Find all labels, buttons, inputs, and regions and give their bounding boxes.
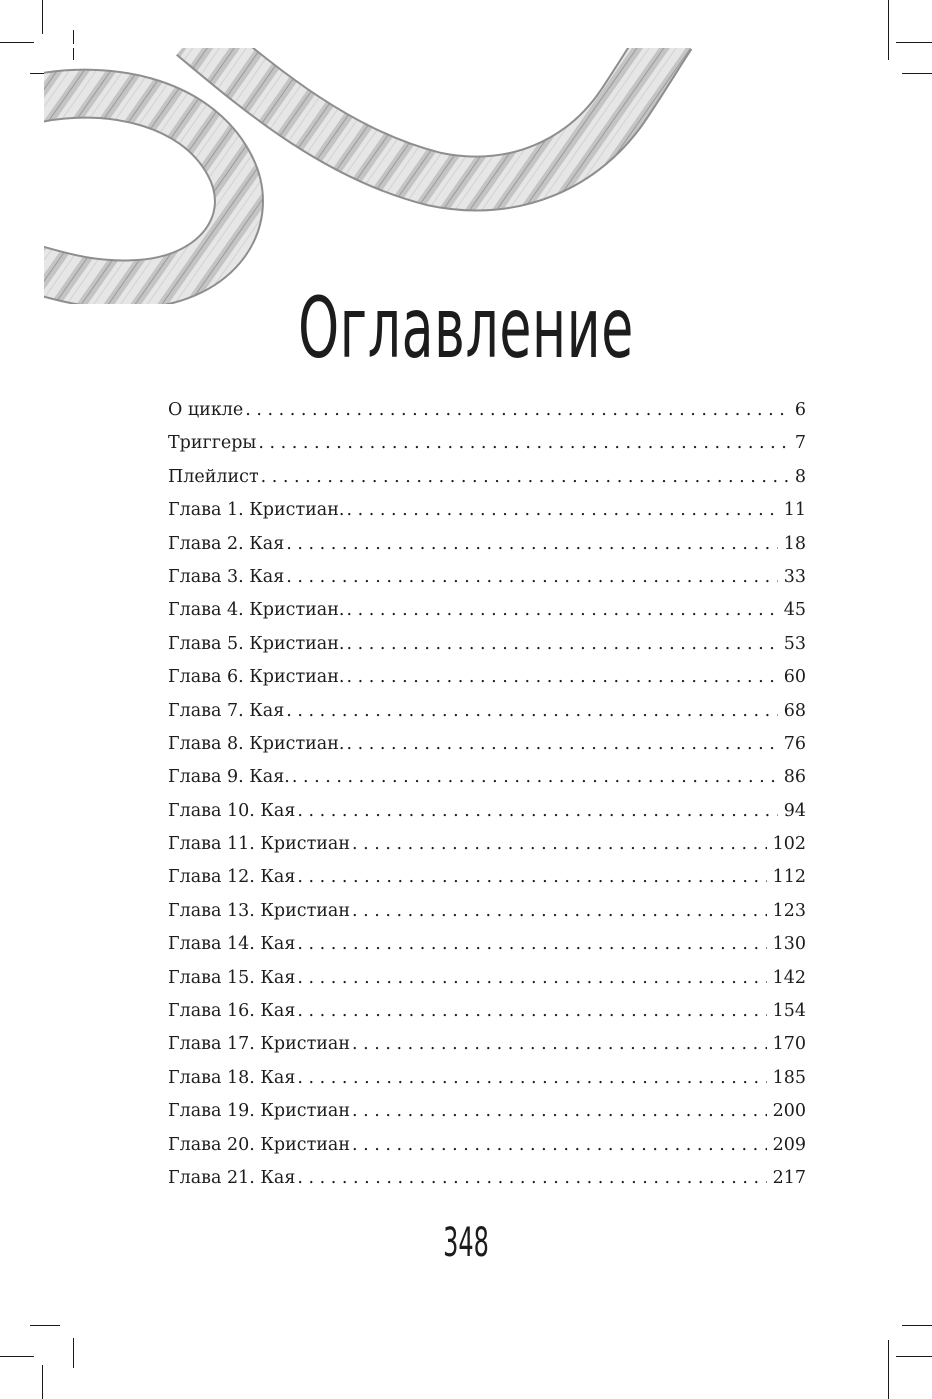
toc-page: 200 xyxy=(772,1101,806,1122)
toc-entry xyxy=(168,1062,806,1095)
toc-entry xyxy=(168,1129,806,1162)
toc-leader xyxy=(297,861,766,894)
toc-page: 123 xyxy=(772,900,806,921)
toc-label: Глава 5. Кристиан. xyxy=(168,633,345,654)
toc-label: Глава 10. Кая xyxy=(168,800,296,821)
toc-page: 76 xyxy=(783,733,806,754)
toc-page: 102 xyxy=(772,834,806,855)
toc-leader xyxy=(346,728,777,761)
toc-page: 112 xyxy=(772,867,806,888)
crop-mark xyxy=(73,1338,74,1368)
crop-mark xyxy=(42,0,43,34)
toc-entry xyxy=(168,1095,806,1128)
toc-leader xyxy=(346,594,777,627)
toc-page: 154 xyxy=(772,1001,806,1022)
toc-label: Глава 3. Кая xyxy=(168,566,285,587)
toc-label: Глава 1. Кристиан. xyxy=(168,500,345,521)
toc-label: Глава 15. Кая xyxy=(168,967,296,988)
toc-page: 130 xyxy=(772,934,806,955)
toc-label: Глава 21. Кая xyxy=(168,1167,296,1188)
toc-leader xyxy=(352,1095,767,1128)
crop-mark xyxy=(902,1325,932,1326)
toc-page: 45 xyxy=(783,600,806,621)
toc-leader xyxy=(286,528,777,561)
toc-entry xyxy=(168,528,806,561)
toc-leader xyxy=(286,561,777,594)
toc-page: 217 xyxy=(772,1167,806,1188)
crop-mark xyxy=(902,73,932,74)
crop-mark xyxy=(888,1340,889,1399)
toc-entry xyxy=(168,1028,806,1061)
toc-label: Глава 14. Кая xyxy=(168,934,296,955)
toc-leader xyxy=(346,628,777,661)
toc-page: 86 xyxy=(783,767,806,788)
toc-entry xyxy=(168,695,806,728)
toc-entry xyxy=(168,628,806,661)
toc-leader xyxy=(352,1129,767,1162)
crop-mark xyxy=(896,42,932,43)
crop-mark xyxy=(30,1325,60,1326)
table-of-contents xyxy=(168,394,806,1195)
toc-label: Глава 2. Кая xyxy=(168,533,285,554)
toc-label: Триггеры xyxy=(168,433,257,454)
crop-mark xyxy=(0,1356,34,1357)
toc-page: 8 xyxy=(794,466,806,487)
crop-mark xyxy=(0,42,34,43)
toc-entry xyxy=(168,761,806,794)
toc-entry xyxy=(168,995,806,1028)
toc-label: Глава 12. Кая xyxy=(168,867,296,888)
toc-page: 60 xyxy=(783,667,806,688)
toc-label: Глава 4. Кристиан. xyxy=(168,600,345,621)
toc-entry xyxy=(168,494,806,527)
toc-entry xyxy=(168,427,806,460)
crop-mark xyxy=(888,0,889,60)
toc-label: Глава 7. Кая xyxy=(168,700,285,721)
toc-label: Глава 16. Кая xyxy=(168,1001,296,1022)
toc-leader xyxy=(245,394,789,427)
toc-page: 68 xyxy=(783,700,806,721)
toc-page: 11 xyxy=(783,500,806,521)
toc-label: Глава 6. Кристиан. xyxy=(168,667,345,688)
toc-page: 7 xyxy=(794,433,806,454)
toc-label: Глава 13. Кристиан xyxy=(168,900,351,921)
toc-leader xyxy=(352,1028,767,1061)
toc-entry xyxy=(168,728,806,761)
rope-illustration xyxy=(44,44,744,304)
toc-entry xyxy=(168,895,806,928)
toc-label: Глава 8. Кристиан. xyxy=(168,733,345,754)
toc-label: Плейлист xyxy=(168,466,259,487)
toc-leader xyxy=(297,962,766,995)
toc-label: О цикле xyxy=(168,400,244,420)
toc-entry xyxy=(168,394,806,427)
toc-page: 18 xyxy=(783,533,806,554)
toc-leader xyxy=(297,928,766,961)
toc-page: 209 xyxy=(772,1134,806,1155)
toc-entry xyxy=(168,861,806,894)
toc-label: Глава 9. Кая. xyxy=(168,767,290,788)
toc-entry xyxy=(168,561,806,594)
toc-leader xyxy=(346,494,777,527)
toc-entry xyxy=(168,828,806,861)
toc-entry xyxy=(168,795,806,828)
crop-mark xyxy=(896,1356,932,1357)
toc-page: 33 xyxy=(783,566,806,587)
toc-leader xyxy=(297,795,777,828)
toc-label: Глава 18. Кая xyxy=(168,1067,296,1088)
toc-leader xyxy=(261,461,789,494)
toc-leader xyxy=(297,1062,766,1095)
toc-entry xyxy=(168,1162,806,1195)
toc-leader xyxy=(346,661,777,694)
toc-page: 185 xyxy=(772,1067,806,1088)
page-title: Оглавление xyxy=(298,279,634,377)
toc-entry xyxy=(168,962,806,995)
toc-label: Глава 20. Кристиан xyxy=(168,1134,351,1155)
toc-leader xyxy=(352,828,767,861)
toc-entry xyxy=(168,928,806,961)
toc-page: 142 xyxy=(772,967,806,988)
toc-page: 94 xyxy=(783,800,806,821)
toc-label: Глава 11. Кристиан xyxy=(168,834,351,855)
toc-leader xyxy=(352,895,767,928)
toc-page: 53 xyxy=(783,633,806,654)
toc-entry xyxy=(168,461,806,494)
toc-leader xyxy=(286,695,777,728)
crop-mark xyxy=(42,1365,43,1399)
toc-page: 6 xyxy=(794,400,806,420)
toc-leader xyxy=(297,1162,766,1195)
toc-leader xyxy=(258,427,788,460)
toc-label: Глава 17. Кристиан xyxy=(168,1034,351,1055)
toc-leader xyxy=(297,995,766,1028)
toc-label: Глава 19. Кристиан xyxy=(168,1101,351,1122)
toc-entry xyxy=(168,661,806,694)
toc-leader xyxy=(292,761,778,794)
page-number: 348 xyxy=(443,1220,489,1266)
toc-page: 170 xyxy=(772,1034,806,1055)
toc-entry xyxy=(168,594,806,627)
